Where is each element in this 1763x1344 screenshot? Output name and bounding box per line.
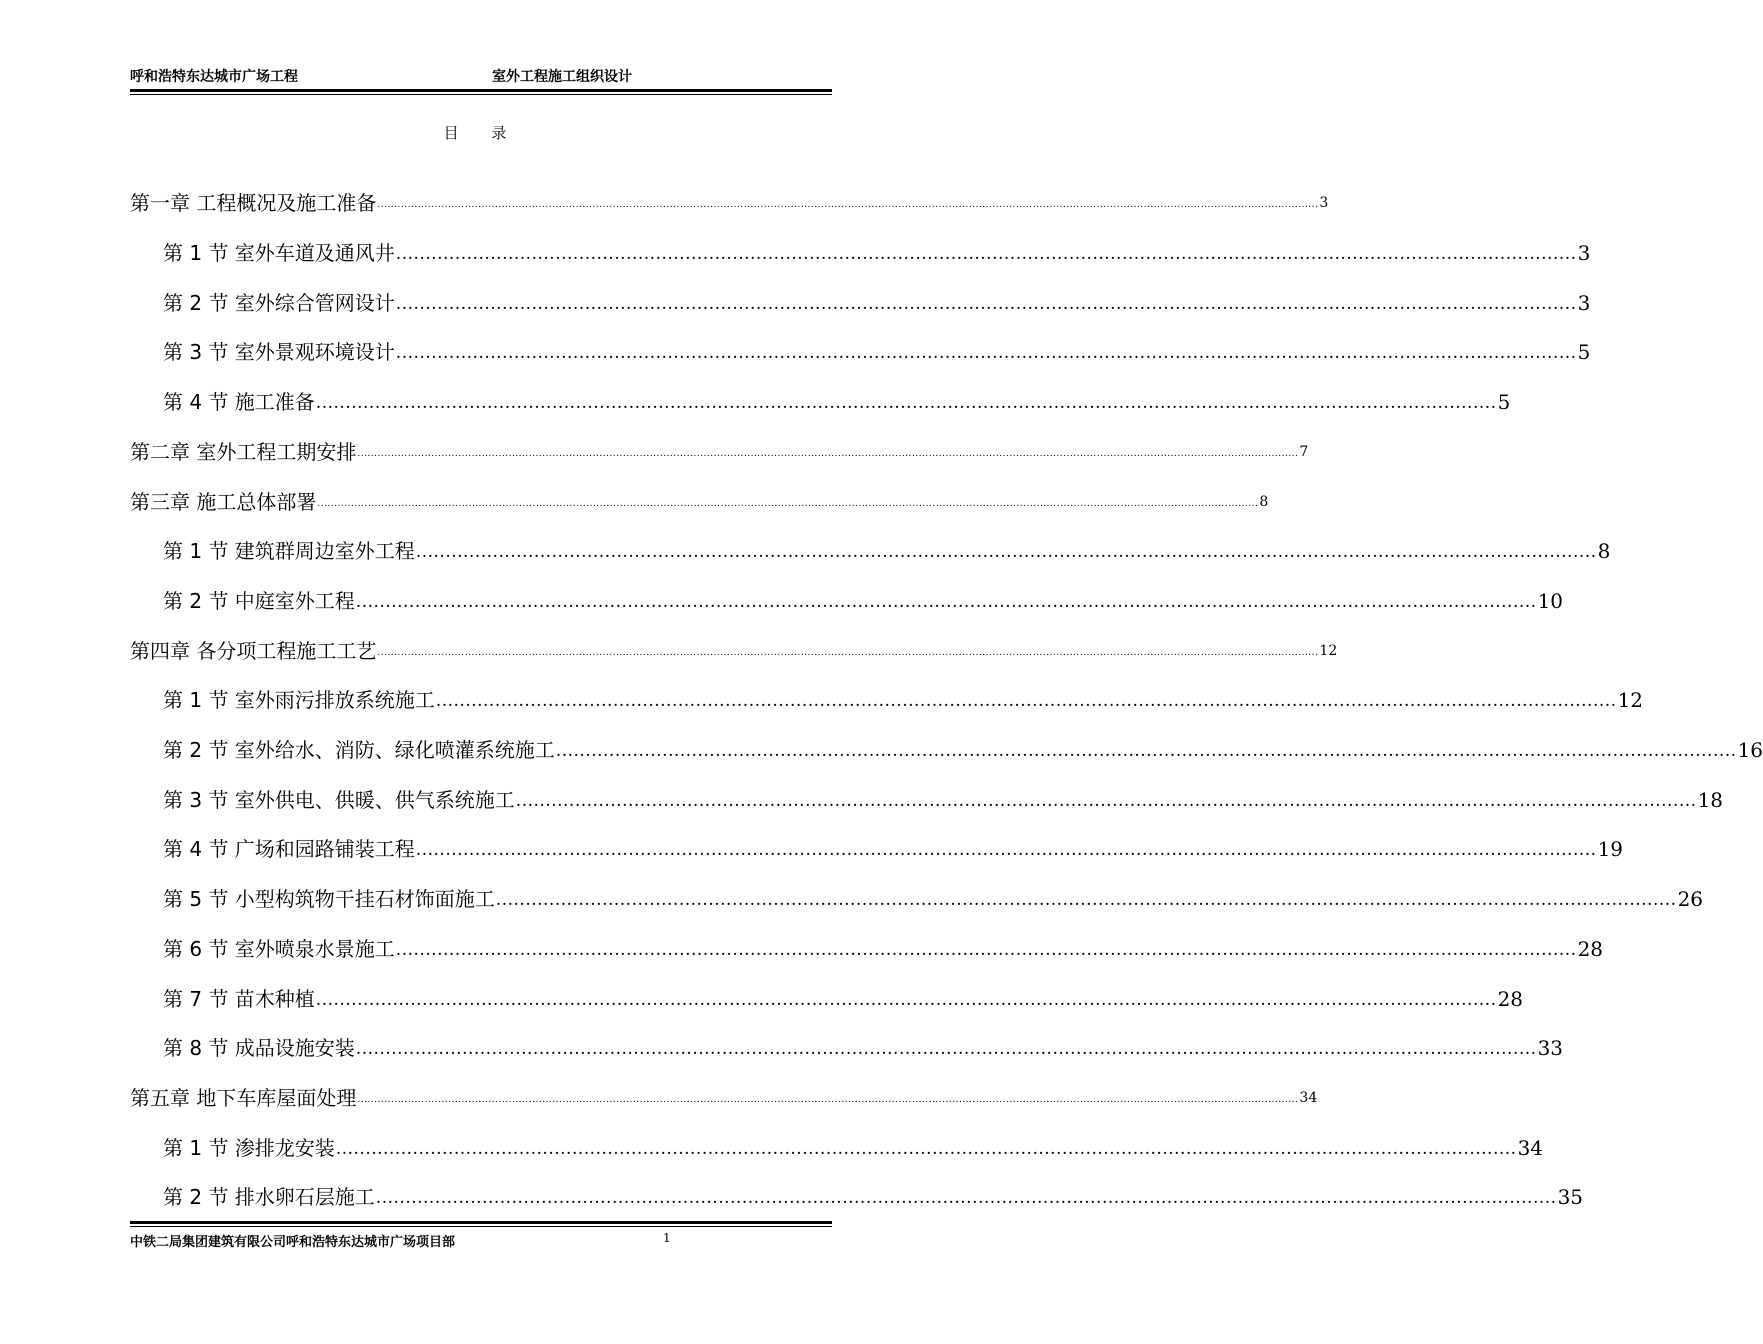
- toc-page-number: 5: [1497, 390, 1511, 414]
- toc-page-number: 8: [1597, 539, 1611, 563]
- toc-page-number: 16: [1737, 738, 1763, 762]
- dot-leader: ........................................................................................................................................................................................................: [555, 741, 1737, 761]
- footer-rule-thin: [130, 1226, 832, 1227]
- toc-page-number: 3: [1319, 195, 1329, 211]
- footer-company-name: 中铁二局集团建筑有限公司呼和浩特东达城市广场项目部: [130, 1235, 456, 1250]
- toc-entry-label: 第 4 节 施工准备: [163, 390, 315, 414]
- page-header: [130, 66, 832, 86]
- toc-page-number: 3: [1577, 291, 1591, 315]
- toc-entry-label: 第 6 节 室外喷泉水景施工: [163, 937, 395, 961]
- toc-section-4-4[interactable]: [163, 822, 1624, 862]
- dot-leader: ........................................................................................................................................................................................................: [395, 343, 1577, 363]
- dot-leader: ........................................................................................................................................................................................................: [495, 890, 1677, 910]
- toc-entry-label: 第 2 节 中庭室外工程: [163, 589, 355, 613]
- dot-leader: ........................................................................................................................................................................................................: [435, 691, 1617, 711]
- toc-section-5-1[interactable]: [163, 1121, 1544, 1161]
- toc-title: 目 录: [443, 124, 521, 142]
- toc-page-number: 12: [1617, 688, 1644, 712]
- toc-entry-label: 第五章 地下车库屋面处理: [130, 1086, 357, 1110]
- toc-page-number: 28: [1577, 937, 1604, 961]
- toc-section-1-1[interactable]: [163, 226, 1591, 266]
- toc-section-1-2[interactable]: [163, 276, 1591, 316]
- toc-entry-label: 第 8 节 成品设施安装: [163, 1036, 355, 1060]
- toc-entry-label: 第 5 节 小型构筑物干挂石材饰面施工: [163, 887, 495, 911]
- toc-page-number: 35: [1557, 1185, 1584, 1209]
- toc-section-4-1[interactable]: [163, 673, 1644, 713]
- dot-leader: ........................................................................................................................................................................................................: [415, 542, 1597, 562]
- toc-section-4-8[interactable]: [163, 1021, 1564, 1061]
- dot-leader: ........................................................................................................................................................................................................: [315, 393, 1497, 413]
- toc-entry-label: 第 2 节 室外综合管网设计: [163, 291, 395, 315]
- dot-leader: ........................................................................................................................................................................................................: [355, 592, 1537, 612]
- dot-leader: ........................................................................................................................................................................................................: [375, 1188, 1557, 1208]
- toc-section-3-2[interactable]: [163, 574, 1564, 614]
- footer-rule-thick: [130, 1221, 832, 1224]
- dot-leader: ........................................................................................................................................................................................................: [395, 294, 1577, 314]
- toc-section-4-7[interactable]: [163, 972, 1524, 1012]
- toc-page-number: 18: [1697, 788, 1724, 812]
- toc-page-number: 3: [1577, 241, 1591, 265]
- dot-leader: ........................................................................................................................................................................................................................................................................................: [357, 1095, 1299, 1105]
- toc-entry-label: 第二章 室外工程工期安排: [130, 440, 357, 464]
- dot-leader: ........................................................................................................................................................................................................: [395, 244, 1577, 264]
- toc-page-number: 5: [1577, 340, 1591, 364]
- dot-leader: ........................................................................................................................................................................................................: [315, 990, 1497, 1010]
- header-rule-thin: [130, 94, 832, 95]
- toc-entry-label: 第 4 节 广场和园路铺装工程: [163, 837, 415, 861]
- toc-section-4-6[interactable]: [163, 922, 1604, 962]
- header-project-name: 呼和浩特东达城市广场工程: [130, 69, 298, 85]
- dot-leader: ........................................................................................................................................................................................................: [395, 940, 1577, 960]
- dot-leader: ........................................................................................................................................................................................................................................................................................: [377, 200, 1319, 210]
- toc-page-number: 19: [1597, 837, 1624, 861]
- dot-leader: ........................................................................................................................................................................................................................................................................................: [377, 648, 1319, 658]
- toc-entry-label: 第 7 节 苗木种植: [163, 987, 315, 1011]
- toc-page-number: 34: [1517, 1136, 1544, 1160]
- toc-page-number: 8: [1259, 494, 1269, 510]
- toc-chapter-4[interactable]: [130, 624, 1338, 664]
- dot-leader: ........................................................................................................................................................................................................: [515, 791, 1697, 811]
- toc-entry-label: 第 1 节 渗排龙安装: [163, 1136, 335, 1160]
- toc-page-number: 34: [1299, 1090, 1318, 1106]
- toc-entry-label: 第 1 节 室外车道及通风井: [163, 241, 395, 265]
- dot-leader: ........................................................................................................................................................................................................................................................................................: [357, 449, 1299, 459]
- header-rule-thick: [130, 89, 832, 92]
- toc-section-4-5[interactable]: [163, 872, 1704, 912]
- dot-leader: ........................................................................................................................................................................................................: [355, 1039, 1537, 1059]
- toc-entry-label: 第 2 节 室外给水、消防、绿化喷灌系统施工: [163, 738, 555, 762]
- toc-entry-label: 第四章 各分项工程施工工艺: [130, 639, 377, 663]
- dot-leader: ........................................................................................................................................................................................................................................................................................: [317, 499, 1259, 509]
- toc-entry-label: 第 2 节 排水卵石层施工: [163, 1185, 375, 1209]
- toc-page-number: 10: [1537, 589, 1564, 613]
- toc-entry-label: 第一章 工程概况及施工准备: [130, 191, 377, 215]
- dot-leader: ........................................................................................................................................................................................................: [335, 1139, 1517, 1159]
- toc-section-1-4[interactable]: [163, 375, 1511, 415]
- toc-chapter-3[interactable]: [130, 475, 1269, 515]
- header-document-title: 室外工程施工组织设计: [492, 69, 632, 85]
- toc-section-4-2[interactable]: [163, 723, 1763, 763]
- toc-chapter-5[interactable]: [130, 1071, 1318, 1111]
- toc-page-number: 26: [1677, 887, 1704, 911]
- toc-section-3-1[interactable]: [163, 524, 1611, 564]
- toc-page-number: 7: [1299, 444, 1309, 460]
- toc-page-number: 28: [1497, 987, 1524, 1011]
- toc-chapter-1[interactable]: [130, 176, 1329, 216]
- dot-leader: ........................................................................................................................................................................................................: [415, 840, 1597, 860]
- page-footer: [130, 1231, 832, 1251]
- toc-entry-label: 第 1 节 建筑群周边室外工程: [163, 539, 415, 563]
- footer-page-number: 1: [663, 1231, 671, 1245]
- toc-entry-label: 第 1 节 室外雨污排放系统施工: [163, 688, 435, 712]
- toc-entry-label: 第 3 节 室外供电、供暖、供气系统施工: [163, 788, 515, 812]
- toc-page-number: 12: [1319, 643, 1338, 659]
- toc-entry-label: 第三章 施工总体部署: [130, 490, 317, 514]
- toc-section-1-3[interactable]: [163, 325, 1591, 365]
- toc-chapter-2[interactable]: [130, 425, 1309, 465]
- toc-section-4-3[interactable]: [163, 773, 1724, 813]
- toc-page-number: 33: [1537, 1036, 1564, 1060]
- toc-entry-label: 第 3 节 室外景观环境设计: [163, 340, 395, 364]
- toc-section-5-2[interactable]: [163, 1170, 1584, 1210]
